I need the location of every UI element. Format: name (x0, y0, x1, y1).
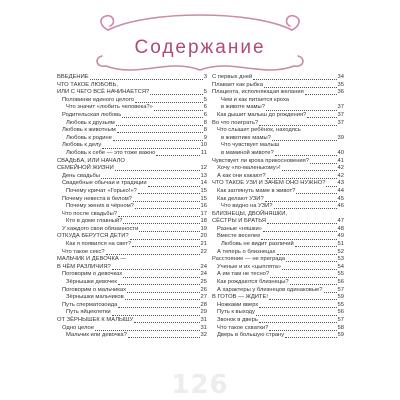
toc-entry-page: 18 (200, 218, 207, 225)
toc-entry-label: Поговорим о девочках (62, 271, 123, 278)
toc-entry (212, 302, 344, 310)
toc-entry-label: Как дышит малыш до рождения? (217, 111, 307, 118)
toc-entry (212, 264, 344, 272)
page-title: Содержание (134, 37, 266, 58)
toc-entry (57, 332, 207, 340)
toc-entry-label: в животике мамы? (221, 134, 271, 141)
page-number: 126 (171, 370, 229, 400)
toc-entry-label: Во что поиграть? (212, 119, 259, 126)
toc-entry (57, 188, 207, 196)
toc-entry-label: ИЛИ С ЧЕГО ВСЁ НАЧИНАЕТСЯ? (57, 89, 150, 96)
toc-entry-page: 40 (337, 149, 344, 156)
toc-entry-label: Любовь к животным (62, 127, 116, 134)
toc-entry-label: Половинки единого целого (62, 96, 134, 103)
toc-entry (57, 173, 207, 181)
toc-leader-dots (115, 170, 200, 171)
toc-entry-page: 15 (200, 187, 207, 194)
toc-entry-page: 56 (337, 309, 344, 316)
toc-entry (212, 112, 344, 120)
toc-entry (212, 317, 344, 325)
toc-entry-label: СЕМЕЙНОЙ ЖИЗНИ (57, 165, 114, 172)
toc-leader-dots (266, 110, 337, 111)
toc-entry (212, 135, 344, 143)
toc-leader-dots (282, 269, 336, 270)
toc-leader-dots (256, 315, 337, 316)
toc-leader-dots (295, 246, 337, 247)
toc-leader-dots (269, 330, 336, 331)
toc-entry-label: Вместе веселее (217, 233, 261, 240)
toc-entry-label: Любовь к себе — это тоже важно (66, 149, 156, 156)
toc-leader-dots (127, 292, 200, 293)
toc-entry-label: Путь яйцеклетки (66, 309, 111, 316)
toc-entry-label: СВАДЬБА, ИЛИ НАЧАЛО (57, 157, 125, 164)
toc-entry-page: 3 (203, 74, 207, 80)
toc-leader-dots (132, 246, 199, 247)
toc-leader-dots (285, 337, 336, 338)
toc-leader-dots (139, 231, 199, 232)
toc-entry-label: Что такое схватки? (217, 324, 269, 331)
toc-entry-page: 52 (337, 248, 344, 255)
toc-entry (212, 325, 344, 333)
toc-leader-dots (305, 94, 337, 95)
toc-leader-dots (150, 94, 203, 95)
toc-entry-label: ЧТО ТАКОЕ УЗИ И ЗАЧЕМ ОНО НУЖНО? (212, 180, 326, 187)
toc-entry-page: 54 (337, 263, 344, 270)
toc-entry-label: Как рождаются близнецы? (217, 279, 289, 286)
toc-leader-dots (133, 201, 200, 202)
toc-entry (57, 97, 207, 105)
toc-entry-page: 51 (337, 241, 344, 248)
toc-entry-label: Почему жених в чёрном? (66, 203, 134, 210)
toc-entry-page: 13 (200, 172, 207, 179)
toc-leader-dots (148, 186, 200, 187)
toc-leader-dots (101, 178, 200, 179)
toc-entry-label: ЧТО ТАКОЕ ЛЮБОВЬ, (57, 81, 118, 88)
toc-entry-page: 6 (203, 111, 207, 118)
toc-entry-page: 58 (337, 324, 344, 331)
toc-entry (57, 142, 207, 150)
toc-entry-label: ОТ ЗЁРНЫШЕК К МАЛЫШУ (57, 317, 134, 323)
toc-entry-page: 8 (203, 119, 207, 126)
toc-entry-label: Любовь к родине (66, 134, 112, 141)
toc-entry-label: Что слышит ребёнок, находясь (217, 127, 301, 134)
toc-entry (212, 180, 344, 188)
toc-entry (212, 173, 344, 181)
toc-leader-dots (117, 132, 203, 133)
toc-leader-dots (324, 292, 337, 293)
toc-entry-page: 15 (200, 195, 207, 202)
toc-entry (57, 271, 207, 279)
toc-leader-dots (135, 208, 200, 209)
toc-entry (212, 287, 344, 295)
toc-right-column (212, 74, 344, 340)
toc-leader-dots (259, 125, 336, 126)
toc-entry-label: День свадьбы (62, 172, 101, 179)
toc-entry (212, 142, 344, 150)
toc-entry (212, 233, 344, 241)
toc-entry-page: 34 (337, 74, 344, 80)
toc-entry-label: А характеры у близнецов одинаковые? (217, 286, 323, 293)
toc-entry-label: А теперь о близнецах (217, 248, 276, 255)
toc-entry-label: Кто в доме главный? (66, 218, 123, 225)
toc-entry-page: 42 (337, 172, 344, 179)
toc-entry (212, 120, 344, 128)
toc-entry (212, 226, 344, 234)
toc-entry-label: Как заглянуть маме в живот? (217, 187, 296, 194)
toc-entry-label: ОТКУДА БЕРУТСЯ ДЕТИ? (57, 233, 129, 240)
toc-entry (212, 256, 344, 264)
toc-entry-page: 48 (337, 225, 344, 232)
toc-entry (57, 196, 207, 204)
toc-entry-page: 32 (200, 332, 207, 339)
toc-entry (212, 218, 344, 226)
toc-entry-page: 12 (200, 165, 207, 172)
toc-entry-label: Расстояние — не преграда (212, 256, 286, 263)
toc-entry-page: 57 (337, 317, 344, 323)
toc-entry (57, 226, 207, 234)
toc-entry-label: Плавает как рыбка (212, 81, 263, 88)
toc-entry-page: 28 (200, 301, 207, 308)
toc-leader-dots (286, 261, 336, 262)
toc-entry (212, 332, 344, 340)
toc-entry-label: Путь к выходу (217, 309, 255, 316)
toc-entry-page: 24 (200, 263, 207, 270)
toc-entry (57, 264, 207, 272)
toc-entry-label: БЛИЗНЕЦЫ, ДВОЙНЯШКИ, (212, 210, 288, 217)
toc-entry-label: Одно целое (62, 324, 94, 331)
toc-entry-page: 37 (337, 119, 344, 126)
toc-entry (57, 309, 207, 317)
toc-entry (57, 294, 207, 302)
toc-leader-dots (125, 299, 200, 300)
toc-entry (57, 89, 207, 97)
toc-entry (212, 294, 344, 302)
toc-entry (212, 82, 344, 90)
toc-leader-dots (267, 178, 337, 179)
toc-leader-dots (326, 186, 336, 187)
toc-leader-dots (113, 140, 203, 141)
toc-entry (212, 271, 344, 279)
toc-entry-page: 37 (337, 104, 344, 111)
toc-entry-page: 59 (337, 294, 344, 301)
toc-left-column (57, 74, 207, 340)
toc-entry (57, 256, 207, 264)
toc-leader-dots (95, 330, 200, 331)
toc-entry (57, 241, 207, 249)
toc-leader-dots (307, 117, 336, 118)
toc-leader-dots (259, 322, 337, 323)
toc-entry-label: Любовь не видит различий (221, 241, 294, 248)
toc-entry-page: 20 (200, 233, 207, 240)
toc-leader-dots (264, 87, 337, 88)
toc-entry-label: Чувствует ли кроха прикосновения? (212, 157, 310, 164)
toc-entry-page: 43 (337, 180, 344, 187)
toc-entry-label: Ножками вверх (217, 301, 259, 308)
toc-entry-page: 11 (200, 149, 207, 156)
toc-entry (212, 203, 344, 211)
toc-entry-page: 21 (200, 241, 207, 248)
toc-entry-label: Что значит «любить человека?» (66, 104, 153, 111)
toc-entry (212, 89, 344, 97)
toc-entry-page: 55 (337, 301, 344, 308)
toc-entry (57, 279, 207, 287)
toc-entry (57, 233, 207, 241)
toc-entry (57, 287, 207, 295)
toc-entry (57, 325, 207, 333)
toc-entry-label: Плацента, исполняющая желания (212, 89, 304, 96)
toc-entry-label: Как делают УЗИ? (217, 195, 264, 202)
toc-entry-label: У каждого свои обязанности (62, 225, 139, 232)
toc-leader-dots (290, 284, 337, 285)
toc-leader-dots (118, 284, 200, 285)
toc-entry-label: Любовь к друзьям (66, 119, 115, 126)
toc-entry-page: 16 (200, 203, 207, 210)
toc-entry (57, 180, 207, 188)
toc-entry (57, 165, 207, 173)
toc-entry-page: 9 (203, 134, 207, 141)
toc-leader-dots (116, 125, 203, 126)
toc-entry-label: Звонок в дверь (217, 317, 258, 323)
toc-entry (212, 249, 344, 257)
toc-leader-dots (259, 307, 336, 308)
toc-leader-dots (130, 239, 200, 240)
toc-entry-label: ВВЕДЕНИЕ (57, 74, 89, 80)
toc-leader-dots (272, 140, 337, 141)
toc-entry-label: Как я появился на свет? (66, 241, 132, 248)
toc-entry (212, 241, 344, 249)
toc-entry-page: 31 (200, 317, 207, 323)
toc-entry-label: В ГОТОВ — ЖДИТЕ! (212, 294, 268, 301)
toc-entry-page: 6 (203, 104, 207, 111)
toc-leader-dots (123, 223, 199, 224)
toc-entry-label: Что такое секс? (62, 248, 105, 255)
toc-leader-dots (154, 110, 203, 111)
toc-entry (212, 158, 344, 166)
toc-entry-label: в животе мамы? (221, 104, 265, 111)
toc-leader-dots (270, 277, 336, 278)
toc-entry (212, 74, 344, 82)
toc-entry-label: Чем и как питается кроха (221, 96, 290, 103)
toc-leader-dots (106, 254, 200, 255)
toc-entry (57, 127, 207, 135)
toc-entry-label: В ЧЁМ РАЗЛИЧИЯ? (57, 263, 111, 270)
toc-entry (212, 188, 344, 196)
toc-leader-dots (282, 170, 337, 171)
toc-entry (57, 218, 207, 226)
toc-entry-label: Что чувствует малыш (221, 142, 280, 149)
toc-entry-page: 57 (337, 286, 344, 293)
toc-entry-page: 56 (337, 279, 344, 286)
toc-leader-dots (112, 269, 200, 270)
toc-entry-page: 49 (337, 233, 344, 240)
toc-leader-dots (274, 208, 337, 209)
toc-entry-label: Поговорим о мальчиках (62, 286, 127, 293)
toc-leader-dots (123, 277, 199, 278)
toc-entry (212, 165, 344, 173)
toc-entry-label: МАЛЬЧИК И ДЕВОЧКА — (57, 256, 127, 263)
toc-entry (57, 74, 207, 82)
toc-leader-dots (135, 102, 203, 103)
toc-entry (212, 150, 344, 158)
toc-entry-label: СЁСТРЫ И БРАТЬЯ (212, 218, 266, 225)
toc-entry (57, 158, 207, 166)
toc-entry-label: Зёрнышки девочек (66, 279, 117, 286)
toc-leader-dots (134, 322, 199, 323)
toc-entry-label: Ученые и их «цыплята» (217, 263, 282, 270)
toc-entry-page: 27 (200, 294, 207, 301)
toc-entry-label: Любовь к делу (62, 142, 102, 149)
toc-entry (57, 112, 207, 120)
toc-entry-page: 8 (203, 127, 207, 134)
toc-entry-page: 31 (200, 324, 207, 331)
toc-entry (212, 309, 344, 317)
toc-entry-page: 42 (337, 165, 344, 172)
toc-entry-page: 22 (200, 248, 207, 255)
toc-leader-dots (138, 193, 200, 194)
toc-entry (212, 196, 344, 204)
toc-leader-dots (156, 155, 200, 156)
toc-entry-page: 19 (200, 225, 207, 232)
toc-entry-page: 29 (200, 309, 207, 316)
toc-leader-dots (261, 239, 336, 240)
toc-entry-page: 10 (200, 142, 207, 149)
toc-entry (57, 135, 207, 143)
toc-leader-dots (263, 231, 337, 232)
toc-entry-label: А им там не тесно? (217, 271, 270, 278)
toc-entry-label: Зёрнышки мальчиков (66, 294, 124, 301)
toc-leader-dots (112, 315, 200, 316)
toc-entry (57, 150, 207, 158)
toc-entry (57, 249, 207, 257)
toc-entry-label: А как они какают? (217, 172, 266, 179)
toc-entry-label: Что после свадьбы? (62, 210, 118, 217)
toc-entry-page: 24 (200, 271, 207, 278)
toc-entry-label: Родительская любовь (62, 111, 122, 118)
toc-leader-dots (310, 163, 337, 164)
toc-entry-page: 35 (337, 81, 344, 88)
toc-entry-page: 14 (200, 180, 207, 187)
toc-entry-page: 46 (337, 203, 344, 210)
toc-entry-label: Хочу «по-маленькому»! (217, 165, 281, 172)
toc-entry (212, 104, 344, 112)
toc-entry (57, 317, 207, 325)
toc-leader-dots (118, 307, 199, 308)
toc-entry-label: Свадебные обычаи и традиции (62, 180, 147, 187)
toc-entry-page: 37 (337, 111, 344, 118)
toc-leader-dots (265, 201, 337, 202)
toc-leader-dots (122, 117, 203, 118)
toc-entry-label: в маминой животе? (221, 149, 274, 156)
toc-entry (212, 127, 344, 135)
toc-leader-dots (269, 299, 337, 300)
toc-entry-label: Дверь в большую страну (217, 332, 285, 339)
toc-leader-dots (128, 337, 200, 338)
toc-entry (212, 97, 344, 105)
toc-leader-dots (275, 155, 337, 156)
toc-entry-page: 53 (337, 256, 344, 263)
toc-entry-label: Путь сперматозоида (62, 301, 118, 308)
toc-leader-dots (118, 216, 200, 217)
toc-entry (57, 104, 207, 112)
toc-entry-label: Разные «няшки» (217, 225, 262, 232)
toc-entry-page: 5 (203, 96, 207, 103)
toc-entry-label: Почему кричат «Горько!»? (66, 187, 137, 194)
toc-entry-label: Мальчик или девочка? (66, 332, 127, 339)
toc-entry-page: 41 (337, 157, 344, 164)
toc-entry-page: 55 (337, 271, 344, 278)
toc-entry (57, 120, 207, 128)
toc-leader-dots (267, 223, 337, 224)
toc-entry-label: С первых дней (212, 74, 253, 80)
toc-entry (57, 203, 207, 211)
toc-entry-page: 39 (337, 134, 344, 141)
toc-entry-label: Что видно на УЗИ? (221, 203, 273, 210)
toc-entry (212, 279, 344, 287)
toc-entry-page: 17 (200, 210, 207, 217)
toc-leader-dots (253, 79, 336, 80)
toc-entry-page: 36 (337, 89, 344, 96)
toc-leader-dots (296, 193, 336, 194)
toc-entry-page: 5 (203, 89, 207, 96)
toc-leader-dots (277, 254, 337, 255)
toc-entry-page: 59 (337, 332, 344, 339)
toc-entry-page: 26 (200, 286, 207, 293)
toc-entry-page: 25 (200, 279, 207, 286)
toc-leader-dots (102, 148, 199, 149)
toc-entry-label: Почему невеста в белом? (62, 195, 132, 202)
toc-entry-page: 44 (337, 187, 344, 194)
toc-entry-page: 45 (337, 195, 344, 202)
toc-entry-page: 47 (337, 218, 344, 225)
toc-leader-dots (90, 79, 203, 80)
